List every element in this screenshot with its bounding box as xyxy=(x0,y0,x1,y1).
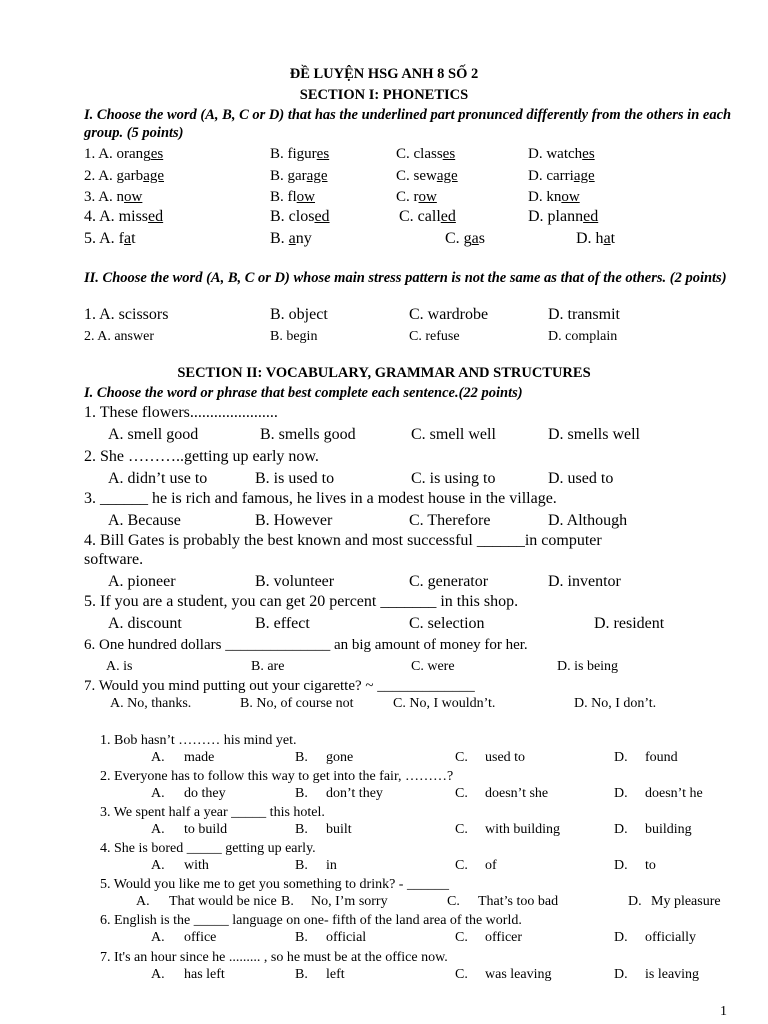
option-text: D. complain xyxy=(548,329,618,344)
answer-option: C. generator xyxy=(409,573,489,590)
answer-option: C. selection xyxy=(409,615,485,632)
question-stem: 3. We spent half a year _____ this hotel. xyxy=(100,805,325,820)
option-text: A. f xyxy=(99,230,125,247)
option-letter: B. xyxy=(295,786,308,801)
option-text: found xyxy=(645,750,678,765)
item-number: 2. xyxy=(84,329,95,344)
question-stem: 5. Would you like me to get you something to drink? - ______ xyxy=(100,877,449,892)
answer-option: B. effect xyxy=(255,615,310,632)
question-stem: 1. These flowers...................... xyxy=(84,404,278,421)
option-letter: D. xyxy=(614,822,628,837)
option-letter: D. xyxy=(614,930,628,945)
answer-option: A. didn’t use to xyxy=(108,470,208,487)
answer-option: D. used to xyxy=(548,470,614,487)
option-text: That would be nice xyxy=(169,894,277,909)
answer-option: B. volunteer xyxy=(255,573,335,590)
item-number: 2. xyxy=(84,168,96,184)
answer-option: D. smells well xyxy=(548,426,640,443)
stress-option xyxy=(409,306,488,324)
option-letter: B. xyxy=(295,930,308,945)
option-text: made xyxy=(184,750,215,765)
option-text: officer xyxy=(485,930,523,945)
question-stem: 6. One hundred dollars ______________ an big amount of money for her. xyxy=(84,637,528,653)
option-letter: B. xyxy=(281,894,294,909)
option-letter: C. xyxy=(455,967,468,982)
option-text: B. clos xyxy=(270,208,315,225)
underlined-part: age xyxy=(573,168,595,184)
phonetics-option xyxy=(399,208,456,226)
underlined-part: a xyxy=(288,230,296,247)
question-stem: 1. Bob hasn’t ……… his mind yet. xyxy=(100,733,297,748)
option-text-rest: ny xyxy=(295,230,312,247)
underlined-part: ed xyxy=(440,208,456,225)
option-text: official xyxy=(326,930,367,945)
answer-option: C. Therefore xyxy=(409,512,491,529)
option-letter: C. xyxy=(447,894,460,909)
answer-option: A. Because xyxy=(108,512,181,529)
underlined-part: ed xyxy=(583,208,599,225)
option-text: to xyxy=(645,858,656,873)
option-text: C. class xyxy=(396,146,443,162)
question-stem: 6. English is the _____ language on one- fifth of the land area of the world. xyxy=(100,913,522,928)
question-stem: 5. If you are a student, you can get 20 percent _______ in this shop. xyxy=(84,593,519,610)
option-text: My pleasure xyxy=(651,894,721,909)
section2-title: SECTION II: VOCABULARY, GRAMMAR AND STRUCTURES xyxy=(177,365,591,381)
option-text: with xyxy=(184,858,209,873)
option-letter: B. xyxy=(295,750,308,765)
stress-option xyxy=(84,329,154,345)
option-text: doesn’t she xyxy=(485,786,549,801)
option-text: D. transmit xyxy=(548,306,620,323)
option-letter: B. xyxy=(295,822,308,837)
underlined-part: es xyxy=(582,146,595,162)
option-text: C. refuse xyxy=(409,329,460,344)
option-text: A. miss xyxy=(99,208,149,225)
option-letter: A. xyxy=(151,822,165,837)
option-text: A. garb xyxy=(98,168,144,184)
section2-instruction: I. Choose the word or phrase that best complete each sentence.(22 points) xyxy=(84,385,523,401)
answer-option: B. smells good xyxy=(260,426,356,443)
underlined-part: es xyxy=(316,146,330,162)
underlined-part: a xyxy=(471,230,479,247)
phonetics-option xyxy=(270,189,315,206)
option-text: B. xyxy=(270,230,289,247)
answer-option: A. discount xyxy=(108,615,182,632)
answer-option: A. smell good xyxy=(108,426,199,443)
answer-option: D. inventor xyxy=(548,573,621,590)
section1-part1-instruction: I. Choose the word (A, B, C or D) that has the underlined part pronunced differently from the others in each group. (5 points) xyxy=(84,107,732,141)
phonetics-option xyxy=(84,168,164,185)
option-text: was leaving xyxy=(485,967,552,982)
answer-option: B. No, of course not xyxy=(240,696,354,711)
answer-option: C. No, I wouldn’t. xyxy=(393,696,496,711)
option-text: of xyxy=(485,858,497,873)
item-number: 5. xyxy=(84,230,96,247)
underlined-part: ed xyxy=(314,208,330,225)
option-text: office xyxy=(184,930,217,945)
option-text: C. call xyxy=(399,208,441,225)
option-text: B. fl xyxy=(270,189,297,205)
option-text-rest: t xyxy=(610,230,616,247)
answer-option: D. Although xyxy=(548,512,628,529)
option-letter: A. xyxy=(151,786,165,801)
answer-option: A. is xyxy=(106,659,133,674)
question-stem: 2. Everyone has to follow this way to get into the fair, ………? xyxy=(100,769,454,784)
option-letter: D. xyxy=(614,967,628,982)
phonetics-option xyxy=(528,189,580,206)
option-letter: A. xyxy=(151,930,165,945)
option-text: A. scissors xyxy=(99,306,169,323)
option-text-rest: t xyxy=(131,230,136,247)
phonetics-option xyxy=(445,230,485,248)
option-text: building xyxy=(645,822,692,837)
phonetics-option xyxy=(528,168,595,185)
option-text: D. carri xyxy=(528,168,574,184)
underlined-part: ed xyxy=(148,208,164,225)
question-stem-continued: software. xyxy=(84,551,144,568)
phonetics-option xyxy=(84,230,136,248)
option-text: C. wardrobe xyxy=(409,306,489,323)
question-stem: 7. Would you mind putting out your cigarette? ~ _____________ xyxy=(84,678,475,694)
option-text: C. sew xyxy=(396,168,437,184)
option-text: No, I’m sorry xyxy=(311,894,388,909)
option-letter: D. xyxy=(614,750,628,765)
stress-option xyxy=(270,306,328,324)
option-text: C. g xyxy=(445,230,472,247)
underlined-part: age xyxy=(436,168,458,184)
stress-option xyxy=(84,306,168,324)
item-number: 1. xyxy=(84,306,96,323)
option-letter: C. xyxy=(455,750,468,765)
phonetics-option xyxy=(396,168,458,185)
answer-option: B. However xyxy=(255,512,333,529)
item-number: 1. xyxy=(84,146,96,162)
stress-option xyxy=(409,329,460,345)
underlined-part: a xyxy=(124,230,132,247)
option-letter: D. xyxy=(614,858,628,873)
option-letter: C. xyxy=(455,930,468,945)
option-text: built xyxy=(326,822,352,837)
option-text: in xyxy=(326,858,337,873)
option-text: don’t they xyxy=(326,786,383,801)
underlined-part: age xyxy=(306,168,328,184)
phonetics-option xyxy=(396,189,437,206)
option-letter: C. xyxy=(455,822,468,837)
underlined-part: ow xyxy=(561,189,580,205)
option-letter: A. xyxy=(151,858,165,873)
option-text: with building xyxy=(485,822,561,837)
answer-option: A. pioneer xyxy=(108,573,176,590)
question-stem: 7. It's an hour since he ......... , so he must be at the office now. xyxy=(100,950,448,965)
option-letter: B. xyxy=(295,858,308,873)
page-number: 1 xyxy=(720,1004,727,1019)
option-text: B. gar xyxy=(270,168,307,184)
phonetics-option xyxy=(270,208,330,226)
underlined-part: es xyxy=(150,146,164,162)
answer-option: A. No, thanks. xyxy=(110,696,192,711)
question-stem: 4. She is bored _____ getting up early. xyxy=(100,841,316,856)
phonetics-option xyxy=(84,208,163,226)
phonetics-option xyxy=(396,146,455,163)
phonetics-option xyxy=(576,230,615,248)
option-text: That’s too bad xyxy=(478,894,559,909)
answer-option: D. No, I don’t. xyxy=(574,696,657,711)
answer-option: B. are xyxy=(251,659,285,674)
answer-option: D. resident xyxy=(594,615,665,632)
option-letter: A. xyxy=(151,967,165,982)
phonetics-option xyxy=(270,230,312,248)
answer-option: C. smell well xyxy=(411,426,496,443)
option-text: is leaving xyxy=(645,967,700,982)
phonetics-option xyxy=(528,146,595,163)
phonetics-option xyxy=(270,146,329,163)
option-letter: A. xyxy=(136,894,150,909)
option-text: gone xyxy=(326,750,354,765)
answer-option: C. is using to xyxy=(411,470,496,487)
phonetics-option xyxy=(528,208,598,226)
option-text: A. n xyxy=(98,189,125,205)
option-text: A. orang xyxy=(98,146,151,162)
option-text: A. answer xyxy=(97,329,154,344)
phonetics-option xyxy=(270,168,328,185)
option-text-rest: s xyxy=(478,230,486,247)
underlined-part: age xyxy=(143,168,165,184)
option-text: B. object xyxy=(270,306,328,323)
phonetics-option xyxy=(84,189,142,206)
option-text: used to xyxy=(485,750,526,765)
underlined-part: ow xyxy=(418,189,437,205)
option-text: D. watch xyxy=(528,146,583,162)
option-text: D. kn xyxy=(528,189,562,205)
section1-title: SECTION I: PHONETICS xyxy=(299,87,469,103)
item-number: 3. xyxy=(84,189,96,205)
option-letter: B. xyxy=(295,967,308,982)
doc-title: ĐỀ LUYỆN HSG ANH 8 SỐ 2 xyxy=(289,66,479,82)
underlined-part: ow xyxy=(296,189,316,205)
option-letter: A. xyxy=(151,750,165,765)
option-text: B. figur xyxy=(270,146,317,162)
option-text: officially xyxy=(645,930,697,945)
underlined-part: a xyxy=(603,230,611,247)
underlined-part: es xyxy=(442,146,456,162)
option-letter: C. xyxy=(455,786,468,801)
option-letter: D. xyxy=(628,894,642,909)
option-letter: C. xyxy=(455,858,468,873)
option-text: D. plann xyxy=(528,208,584,225)
question-stem: 2. She ………..getting up early now. xyxy=(84,448,319,465)
option-letter: D. xyxy=(614,786,628,801)
question-stem: 3. ______ he is rich and famous, he lives in a modest house in the village. xyxy=(84,490,557,507)
option-text: has left xyxy=(184,967,225,982)
option-text: doesn’t he xyxy=(645,786,703,801)
stress-option xyxy=(270,329,317,345)
stress-option xyxy=(548,306,620,324)
option-text: left xyxy=(326,967,345,982)
answer-option: C. were xyxy=(411,659,455,674)
item-number: 4. xyxy=(84,208,96,225)
answer-option: B. is used to xyxy=(255,470,335,487)
answer-option: D. is being xyxy=(557,659,619,674)
option-text: do they xyxy=(184,786,226,801)
option-text: to build xyxy=(184,822,228,837)
option-text: C. r xyxy=(396,189,419,205)
underlined-part: ow xyxy=(124,189,143,205)
option-text: B. begin xyxy=(270,329,318,344)
phonetics-option xyxy=(84,146,163,163)
question-stem: 4. Bill Gates is probably the best known and most successful ______in computer xyxy=(84,532,602,549)
stress-option xyxy=(548,329,617,345)
section1-part2-instruction: II. Choose the word (A, B, C or D) whose main stress pattern is not the same as that of the others. (2 points) xyxy=(84,270,727,286)
option-text: D. h xyxy=(576,230,604,247)
